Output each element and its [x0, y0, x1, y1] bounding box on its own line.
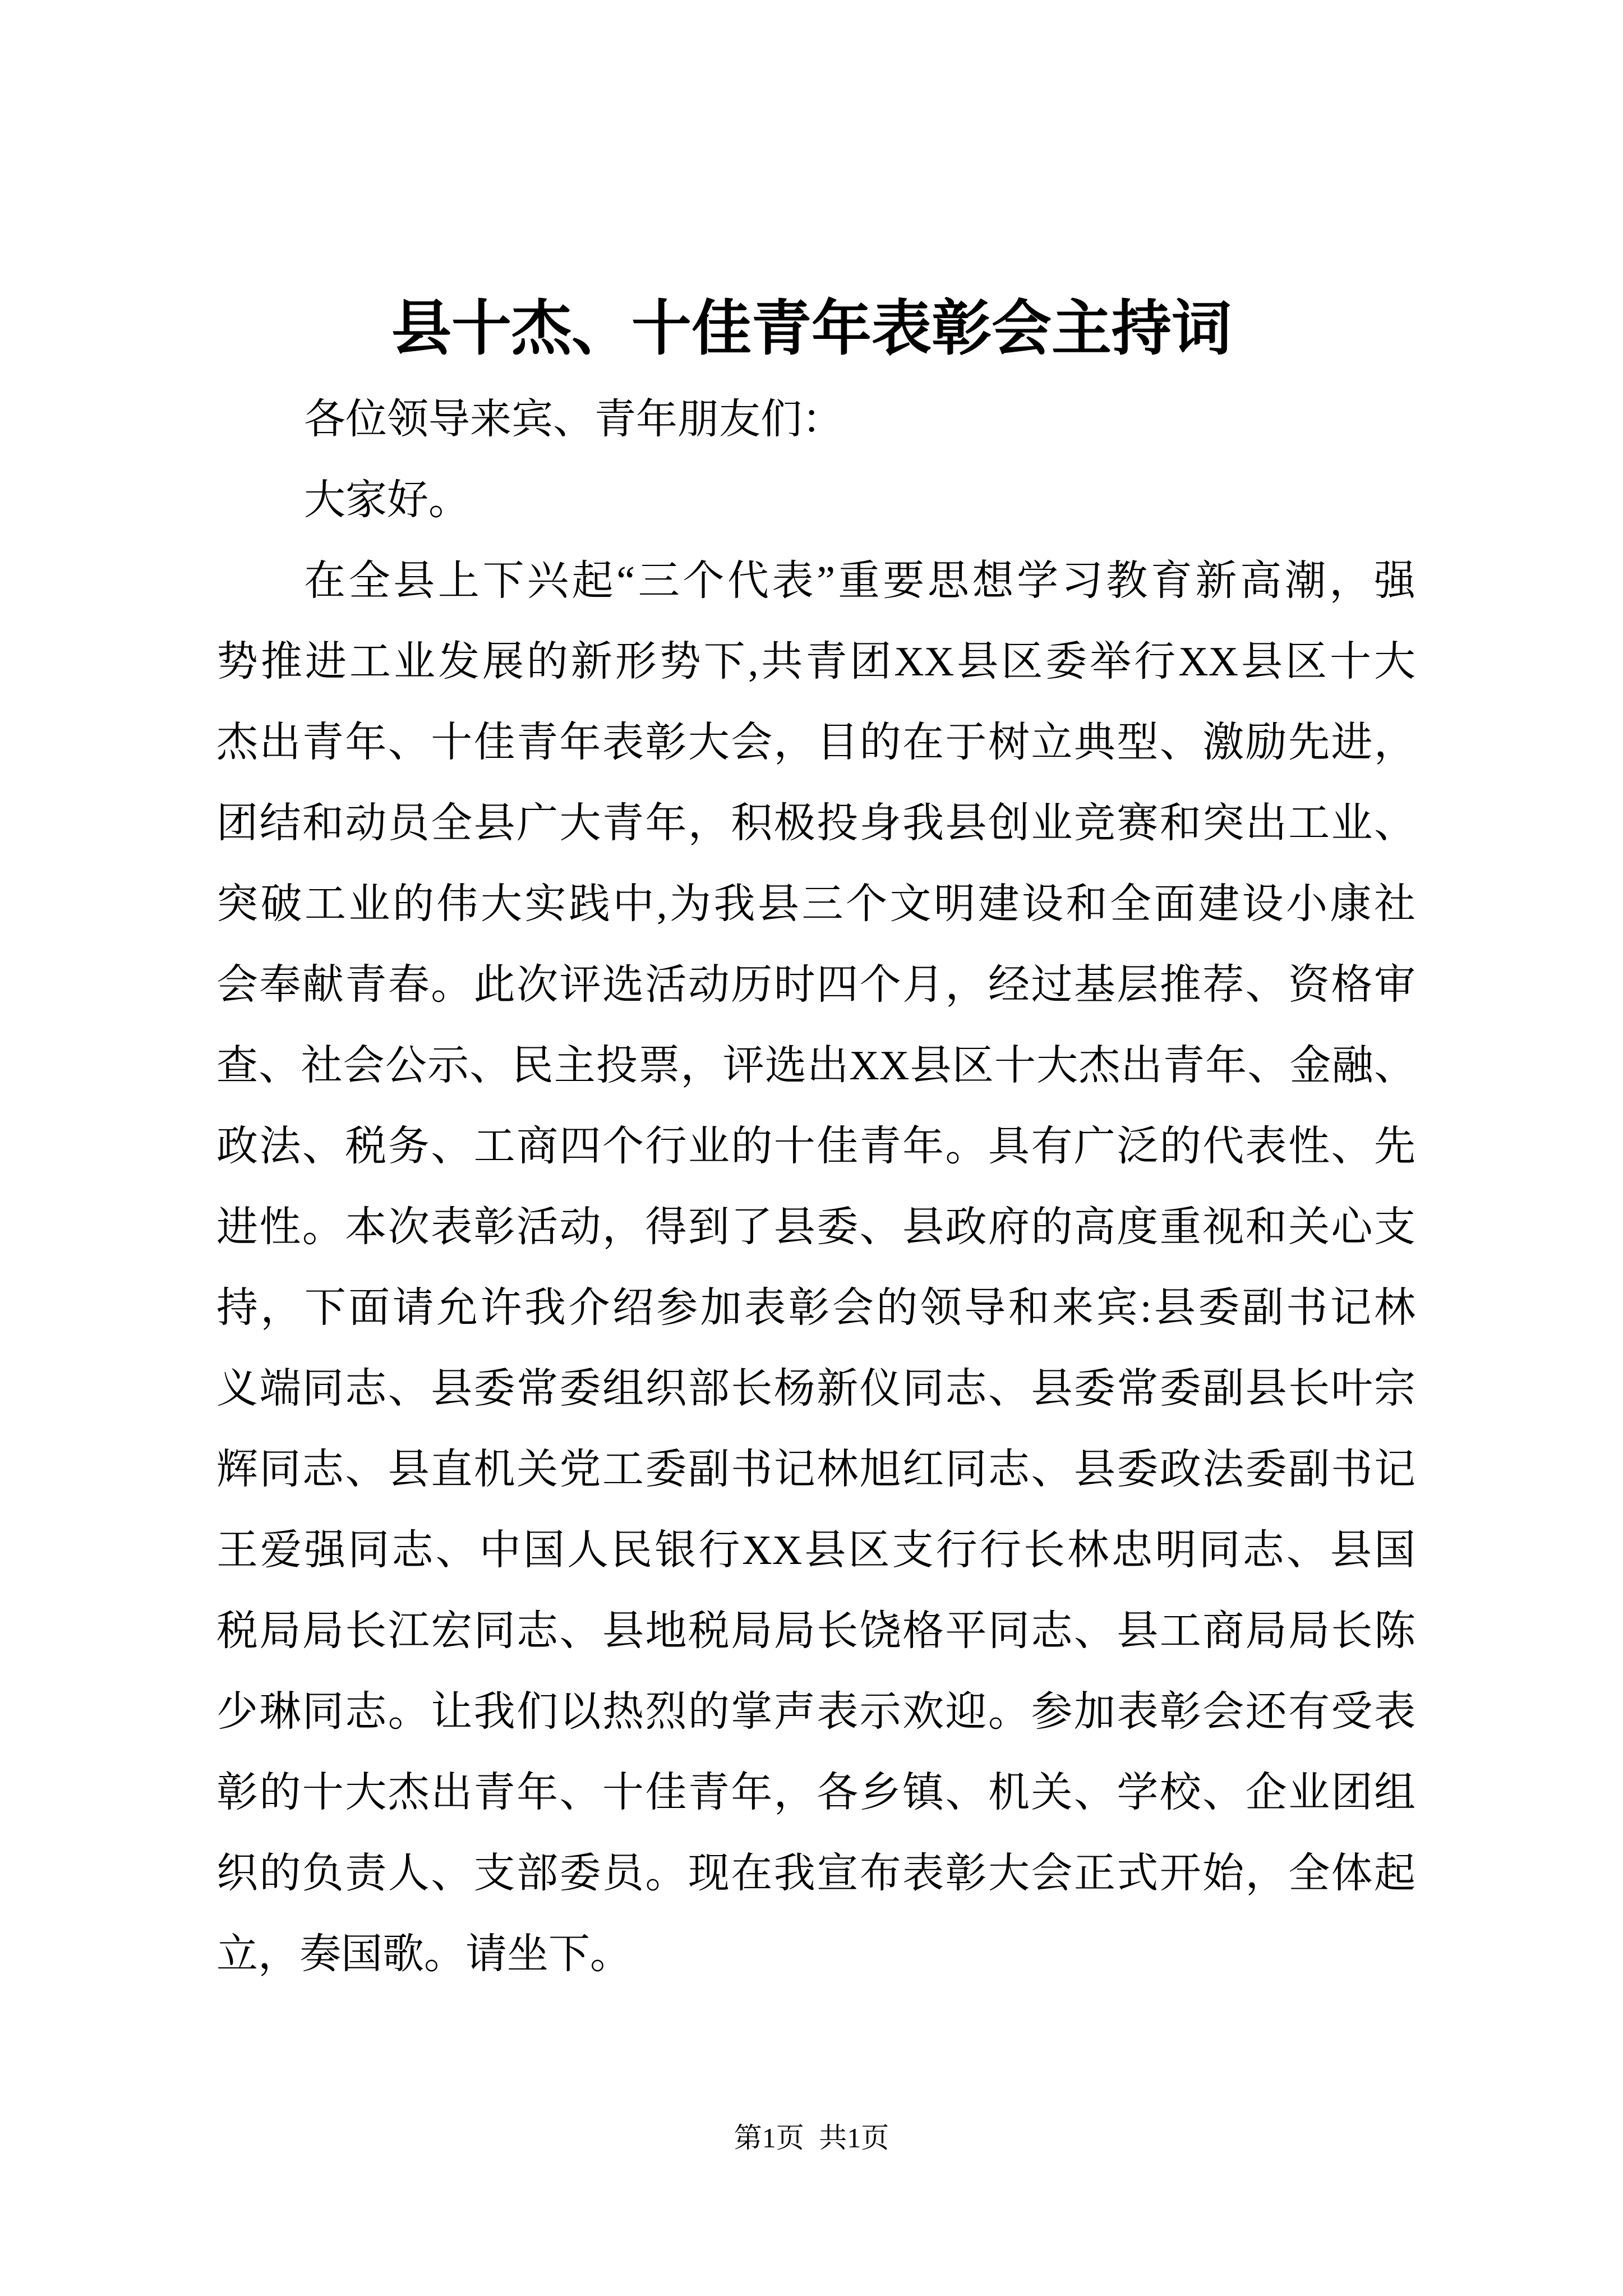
document-body	[216, 379, 1415, 1995]
document-title: 县十杰、十佳青年表彰会主持词	[391, 296, 1232, 362]
text-line: 大家好。	[304, 477, 470, 523]
text-line: 彰的十大杰出青年、十佳青年，各乡镇、机关、学校、企业团组	[216, 1770, 1415, 1816]
text-line: 织的负责人、支部委员。现在我宣布表彰大会正式开始，全体起	[216, 1851, 1415, 1897]
text-line: 进性。本次表彰活动，得到了县委、县政府的高度重视和关心支	[216, 1204, 1415, 1250]
paragraph-greeting	[216, 460, 1415, 541]
page-footer: 第1页 共1页	[734, 2122, 889, 2154]
text-line: 立，奏国歌。请坐下。	[216, 1931, 631, 1977]
text-line: 持，下面请允许我介绍参加表彰会的领导和来宾:县委副书记林	[216, 1285, 1415, 1331]
text-line: 辉同志、县直机关党工委副书记林旭红同志、县委政法委副书记	[216, 1447, 1415, 1493]
text-line: 各位领导来宾、青年朋友们：	[304, 397, 843, 443]
text-line: 在全县上下兴起“三个代表”重要思想学习教育新高潮，强	[304, 558, 1415, 604]
text-line: 会奉献青春。此次评选活动历时四个月，经过基层推荐、资格审	[216, 962, 1415, 1008]
text-line: 义端同志、县委常委组织部长杨新仪同志、县委常委副县长叶宗	[216, 1366, 1415, 1412]
text-line: 突破工业的伟大实践中,为我县三个文明建设和全面建设小康社	[216, 881, 1415, 927]
paragraph-salutation	[216, 379, 1415, 460]
text-line: 杰出青年、十佳青年表彰大会，目的在于树立典型、激励先进，	[216, 720, 1415, 766]
paragraph-body	[216, 541, 1415, 1995]
text-line: 少琳同志。让我们以热烈的掌声表示欢迎。参加表彰会还有受表	[216, 1689, 1415, 1735]
text-line: 势推进工业发展的新形势下,共青团XX县区委举行XX县区十大	[216, 639, 1415, 685]
text-line: 税局局长江宏同志、县地税局局长饶格平同志、县工商局局长陈	[216, 1608, 1415, 1654]
text-line: 团结和动员全县广大青年，积极投身我县创业竞赛和突出工业、	[216, 800, 1415, 846]
text-line: 政法、税务、工商四个行业的十佳青年。具有广泛的代表性、先	[216, 1124, 1415, 1170]
text-line: 王爱强同志、中国人民银行XX县区支行行长林忠明同志、县国	[216, 1527, 1415, 1573]
text-line: 查、社会公示、民主投票，评选出XX县区十大杰出青年、金融、	[216, 1043, 1415, 1089]
